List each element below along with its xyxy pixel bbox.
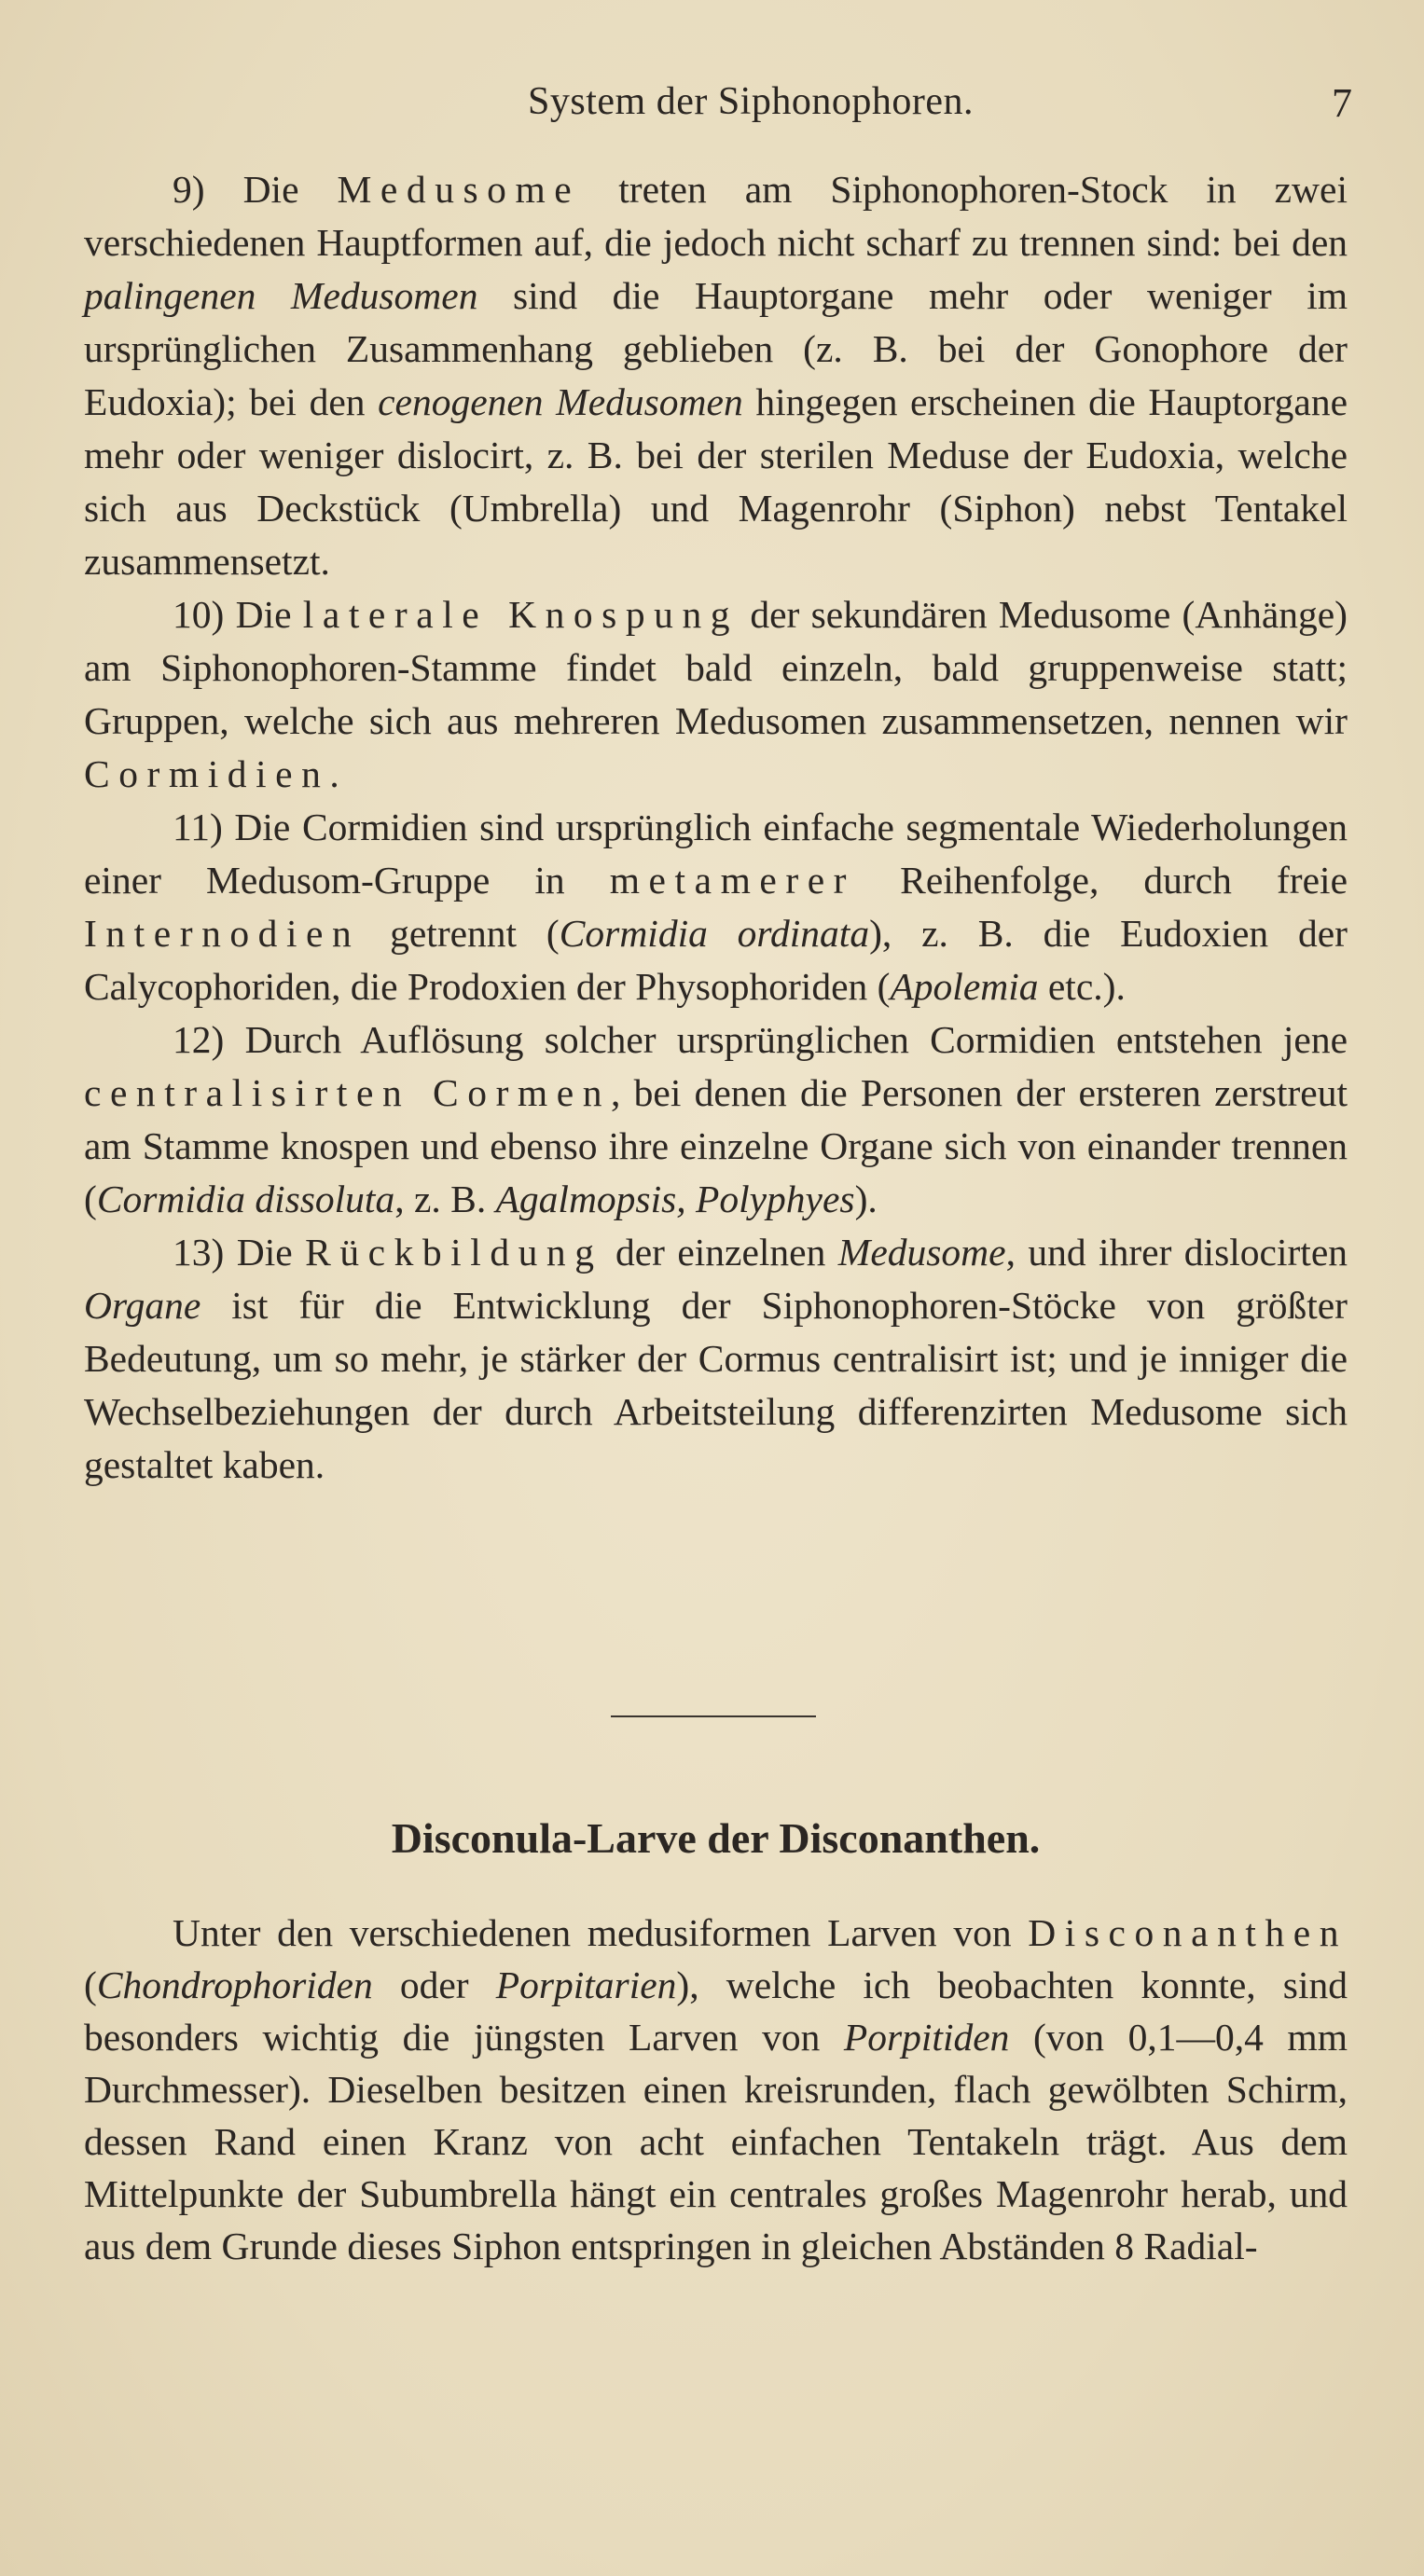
italic-term: cenogenen Medusomen [378,380,743,423]
text-run: der sekundären Medusome (Anhänge) am Siphonophoren-Stamme findet bald einzeln, bald gruppenweise statt; Gruppen, welche sich aus mehreren Medusomen zusammensetzen, nennen wir [84,593,1348,742]
italic-term: Agalmopsis, Polyphyes [495,1178,855,1220]
section-heading: Disconula-Larve der Disconanthen. [391,1814,1041,1862]
text-run: hingegen erscheinen die Hauptorgane mehr oder weniger dislocirt, z. B. bei der sterilen Meduse der Eudoxia, welche sich aus Deckstück (Umbrella) und Magenrohr (Siphon) nebst Tentakel zusammensetzt. [84,380,1348,583]
spaced-term: Medusome [337,168,581,211]
text-run: getrennt ( [360,912,560,955]
text-run: der einzelnen [602,1231,838,1274]
italic-term: Cormidia dissoluta [96,1178,395,1220]
text-run: Reihenfolge, durch freie [855,859,1348,902]
text-run: . [329,752,339,795]
text-run: ), z. B. die Eudoxien der Calycophoriden, die Prodoxien der Physophoriden ( [84,912,1348,1008]
running-title: System der Siphonophoren. [528,80,974,123]
text-run: 13) Die [173,1231,306,1274]
text-run: (von 0,1—0,4 mm Durchmesser). Dieselben besitzen einen kreisrunden, flach gewölbten Schirm, dessen Rand einen Kranz von acht einfachen Tentakeln trägt. Aus dem Mittelpunkte der Subumbrella hängt ein centrales großes Magenrohr herab, und aus dem Grunde dieses Siphon entspringen in gleichen Abständen 8 Radial- [84,2016,1348,2267]
text-run: ). [854,1178,878,1220]
spaced-term: Cormidien [84,752,330,795]
text-run: 11) Die Cormidien sind ursprünglich einfache segmentale Wiederholungen einer Medusom-Gruppe in [84,806,1348,902]
italic-term: Apolemia [890,965,1039,1008]
paragraph-12 [84,1013,1348,1226]
page-number: 7 [1332,80,1352,126]
text-run: sind die Hauptorgane mehr oder weniger im ursprünglichen Zusammenhang geblieben (z. B. bei der Gonophore der Eudoxia); bei den [84,274,1348,423]
section-body [84,1907,1348,2272]
text-run: treten am Siphonophoren-Stock in zwei verschiedenen Hauptformen auf, die jedoch nicht scharf zu trennen sind: bei den [84,168,1348,264]
text-run: ), welche ich beobachten konnte, sind besonders wichtig die jüngsten Larven von [84,1963,1348,2059]
spaced-term: Disconanthen [1028,1911,1348,1954]
spaced-term: Rückbildung [305,1231,603,1274]
section-divider [611,1715,816,1717]
paragraph-9 [84,163,1348,588]
spaced-term: Internodien [84,912,361,955]
italic-term: palingenen Medusomen [84,274,478,317]
italic-term: Medusome [837,1231,1006,1274]
text-run: oder [372,1963,496,2006]
spaced-term: metamerer [609,859,856,902]
text-run: 12) Durch Auflösung solcher ursprünglichen Cormidien entstehen jene [173,1018,1348,1061]
text-run: etc.). [1038,965,1126,1008]
italic-term: Porpitiden [843,2016,1010,2059]
paragraph-11 [84,801,1348,1013]
spaced-term: laterale Knospung [302,593,740,636]
text-run: 9) Die [173,168,338,211]
italic-term: Chondrophoriden [96,1963,373,2006]
italic-term: Porpitarien [495,1963,677,2006]
section-paragraph [84,1907,1348,2272]
text-run: Unter den verschiedenen medusiformen Larven von [173,1911,1029,1954]
paragraph-13 [84,1226,1348,1492]
text-run: , und ihrer dislocirten [1005,1231,1348,1274]
text-run: , z. B. [394,1178,496,1220]
text-run: ( [84,1963,97,2006]
paragraph-10 [84,588,1348,801]
text-run: ist für die Entwicklung der Siphonophoren-Stöcke von größter Bedeutung, um so mehr, je stärker der Cormus centralisirt ist; und je inniger die Wechselbeziehungen der durch Arbeitsteilung differenzirten Medusome sich gestaltet kaben. [84,1284,1348,1486]
italic-term: Organe [84,1284,201,1327]
spaced-term: centralisirten Cormen [84,1071,612,1114]
page-header [149,79,1352,135]
text-run: 10) Die [173,593,303,636]
italic-term: Cormidia ordinata [559,912,870,955]
numbered-theses [84,163,1348,1492]
text-run: , bei denen die Personen der ersteren zerstreut am Stamme knospen und ebenso ihre einzelne Organe sich von einander trennen ( [84,1071,1348,1220]
